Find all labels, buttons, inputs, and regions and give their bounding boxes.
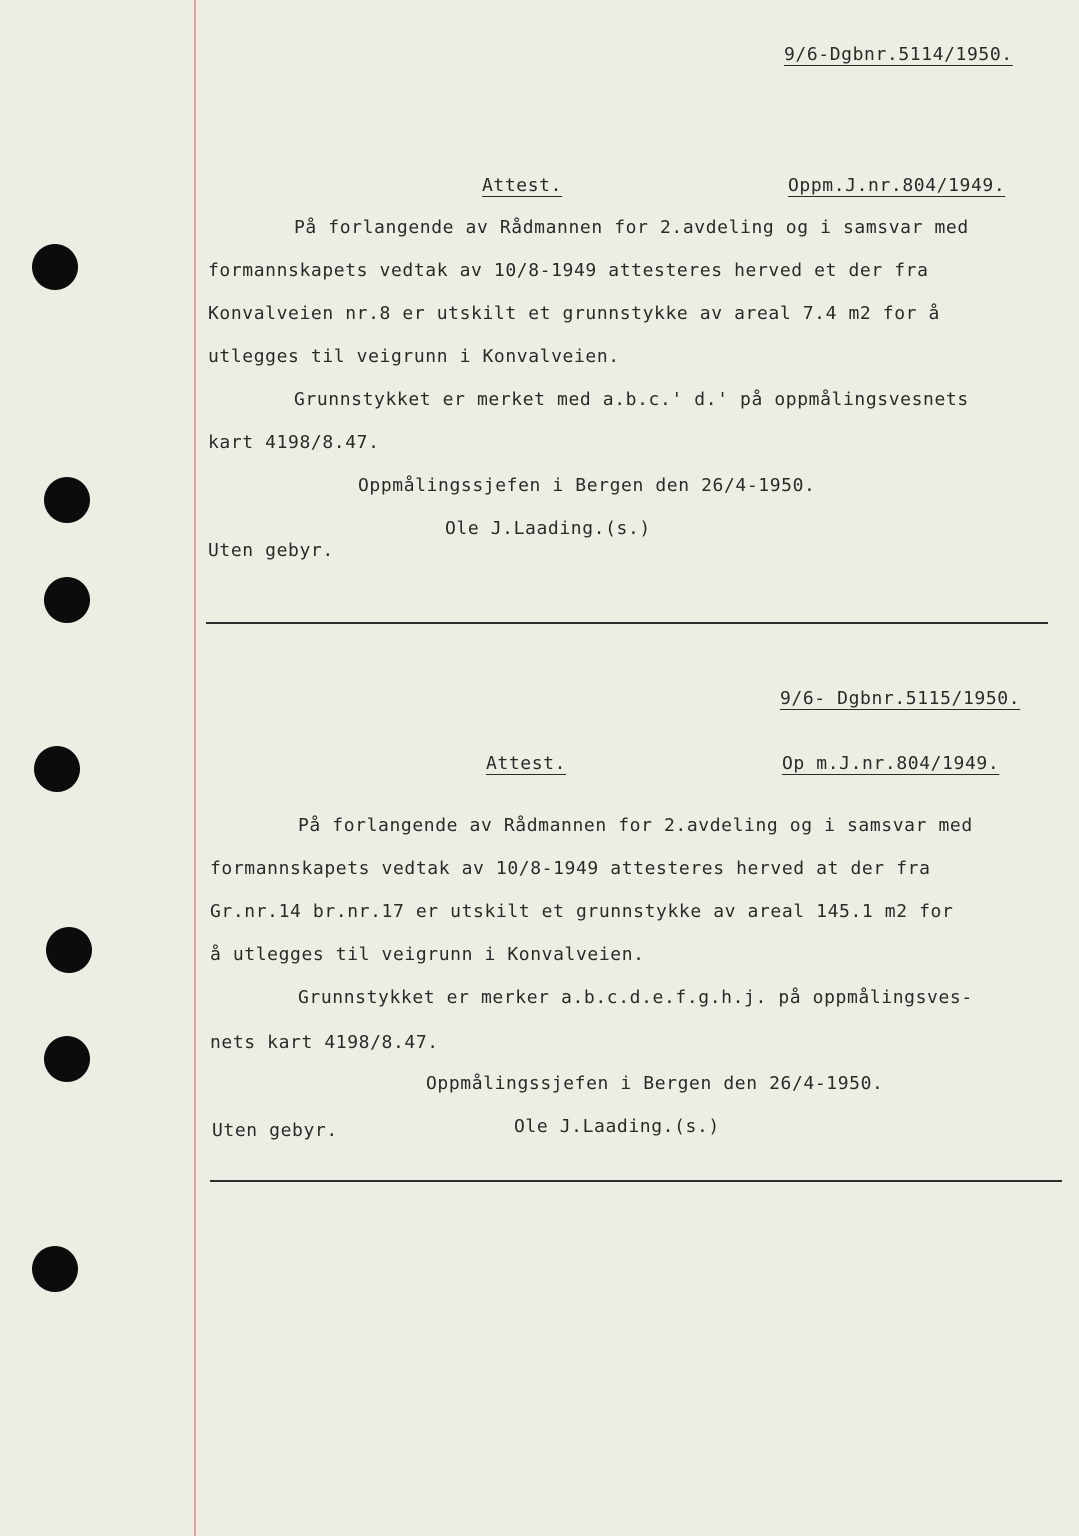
body-line: formannskapets vedtak av 10/8-1949 attesteres herved et der fra <box>208 260 929 281</box>
section-divider <box>210 1180 1062 1182</box>
attest-heading: Attest. <box>482 175 563 196</box>
body-line: å utlegges til veigrunn i Konvalveien. <box>210 944 645 965</box>
body-line: På forlangende av Rådmannen for 2.avdeling og i samsvar med <box>294 217 969 238</box>
attest-heading: Attest. <box>486 753 567 774</box>
punch-hole <box>44 477 90 523</box>
section-divider <box>206 622 1048 624</box>
punch-hole <box>34 746 80 792</box>
body-line: nets kart 4198/8.47. <box>210 1032 439 1053</box>
journal-number: Oppm.J.nr.804/1949. <box>788 175 1006 196</box>
body-line: Grunnstykket er merker a.b.c.d.e.f.g.h.j. på oppmålingsves- <box>298 987 973 1008</box>
signature: Ole J.Laading.(s.) <box>514 1116 720 1137</box>
journal-number: Op m.J.nr.804/1949. <box>782 753 1000 774</box>
dgbnr-number: 9/6-Dgbnr.5114/1950. <box>784 44 1013 65</box>
margin-line <box>194 0 196 1536</box>
punch-hole <box>46 927 92 973</box>
punch-hole <box>44 577 90 623</box>
dgbnr-number: 9/6- Dgbnr.5115/1950. <box>780 688 1021 709</box>
body-line: Gr.nr.14 br.nr.17 er utskilt et grunnstykke av areal 145.1 m2 for <box>210 901 954 922</box>
body-line: På forlangende av Rådmannen for 2.avdeling og i samsvar med <box>298 815 973 836</box>
fee-note: Uten gebyr. <box>208 540 334 561</box>
body-line: formannskapets vedtak av 10/8-1949 attesteres herved at der fra <box>210 858 931 879</box>
body-line: kart 4198/8.47. <box>208 432 380 453</box>
place-date: Oppmålingssjefen i Bergen den 26/4-1950. <box>426 1073 884 1094</box>
place-date: Oppmålingssjefen i Bergen den 26/4-1950. <box>358 475 816 496</box>
signature: Ole J.Laading.(s.) <box>445 518 651 539</box>
body-line: Konvalveien nr.8 er utskilt et grunnstykke av areal 7.4 m2 for å <box>208 303 940 324</box>
body-line: utlegges til veigrunn i Konvalveien. <box>208 346 620 367</box>
punch-hole <box>44 1036 90 1082</box>
punch-hole <box>32 244 78 290</box>
fee-note: Uten gebyr. <box>212 1120 338 1141</box>
punch-hole <box>32 1246 78 1292</box>
body-line: Grunnstykket er merket med a.b.c.' d.' på oppmålingsvesnets <box>294 389 969 410</box>
